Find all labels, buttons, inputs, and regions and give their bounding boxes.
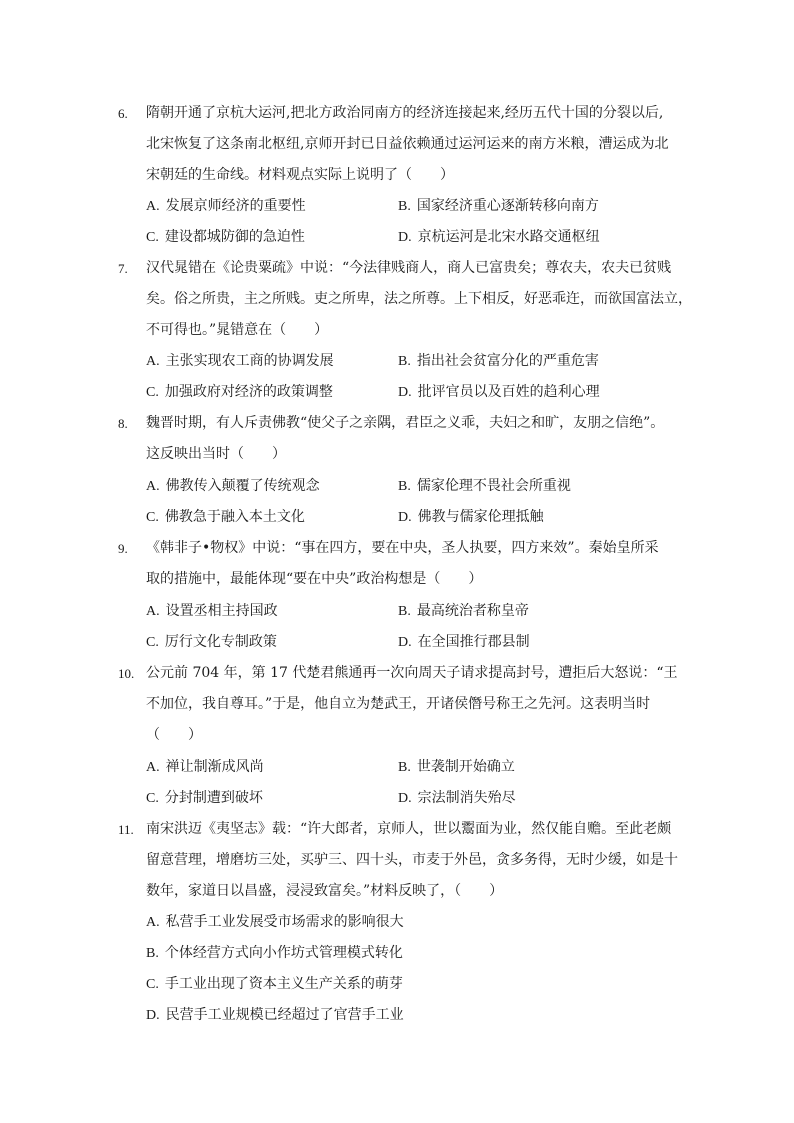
option-text: 最高统治者称皇帝 bbox=[416, 603, 529, 619]
stem-line: 《韩非子•物权》中说：“事在四方，要在中央，圣人执要，四方来效”。秦始皇所采 bbox=[146, 540, 659, 556]
option-letter: C. bbox=[146, 510, 159, 525]
option-row bbox=[146, 222, 678, 253]
option-b[interactable] bbox=[146, 938, 403, 969]
option-text: 厉行文化专制政策 bbox=[164, 634, 277, 650]
question-stem bbox=[146, 814, 678, 907]
stem-line: 隋朝开通了京杭大运河,把北方政治同南方的经济连接起来,经历五代十国的分裂以后, bbox=[146, 105, 664, 121]
option-b[interactable] bbox=[398, 752, 515, 783]
option-letter: A. bbox=[146, 479, 160, 494]
option-row bbox=[146, 627, 678, 658]
option-c[interactable] bbox=[146, 783, 263, 814]
option-d[interactable] bbox=[398, 502, 544, 533]
option-letter: B. bbox=[398, 479, 411, 494]
option-a[interactable] bbox=[146, 346, 334, 377]
question-number: 9. bbox=[118, 541, 128, 556]
option-text: 私营手工业发展受市场需求的影响很大 bbox=[165, 914, 404, 930]
stem-line: 数年，家道日以昌盛，浸浸致富矣。”材料反映了，（ ） bbox=[146, 883, 504, 899]
option-letter: D. bbox=[398, 791, 412, 806]
option-text: 世袭制开始确立 bbox=[416, 759, 515, 775]
option-letter: B. bbox=[398, 760, 411, 775]
stem-line: 这反映出当时（ ） bbox=[146, 446, 286, 462]
stem-line: 北宋恢复了这条南北枢纽,京师开封已日益依赖通过运河运来的南方米粮，漕运成为北 bbox=[146, 136, 669, 152]
option-row bbox=[146, 596, 678, 627]
option-text: 禅让制渐成风尚 bbox=[165, 759, 264, 775]
option-c[interactable] bbox=[146, 502, 305, 533]
option-c[interactable] bbox=[146, 222, 305, 253]
option-letter: B. bbox=[398, 604, 411, 619]
option-c[interactable] bbox=[146, 377, 333, 408]
question-stem bbox=[146, 658, 678, 751]
option-letter: B. bbox=[398, 199, 411, 214]
option-letter: D. bbox=[398, 510, 412, 525]
option-text: 国家经济重心逐渐转移向南方 bbox=[416, 198, 599, 214]
question-stem bbox=[146, 408, 678, 470]
stem-line: 不加位，我自尊耳。”于是，他自立为楚武王，开诸侯僭号称王之先河。这表明当时 bbox=[146, 696, 651, 712]
option-b[interactable] bbox=[398, 191, 599, 222]
option-text: 佛教传入颠覆了传统观念 bbox=[165, 478, 320, 494]
question-stem bbox=[146, 253, 692, 346]
option-letter: A. bbox=[146, 760, 160, 775]
option-row bbox=[146, 346, 678, 377]
question-stem bbox=[146, 98, 678, 191]
question-stem bbox=[146, 533, 678, 595]
option-c[interactable] bbox=[146, 627, 277, 658]
option-row bbox=[146, 907, 678, 938]
question-number: 11. bbox=[118, 822, 134, 837]
option-b[interactable] bbox=[398, 596, 529, 627]
option-d[interactable] bbox=[398, 377, 600, 408]
option-letter: C. bbox=[146, 230, 159, 245]
option-b[interactable] bbox=[398, 346, 599, 377]
option-d[interactable] bbox=[398, 222, 600, 253]
option-text: 京杭运河是北宋水路交通枢纽 bbox=[417, 229, 600, 245]
question-number: 10. bbox=[118, 666, 135, 681]
option-b[interactable] bbox=[398, 471, 571, 502]
option-row bbox=[146, 752, 678, 783]
option-row bbox=[146, 471, 678, 502]
option-row bbox=[146, 969, 678, 1000]
option-text: 指出社会贫富分化的严重危害 bbox=[416, 353, 599, 369]
option-text: 主张实现农工商的协调发展 bbox=[165, 353, 334, 369]
option-letter: C. bbox=[146, 385, 159, 400]
stem-line: 矣。俗之所贵，主之所贱。吏之所卑，法之所尊。上下相反，好恶乖迕，而欲国富法立， bbox=[146, 291, 692, 307]
question-number: 7. bbox=[118, 261, 128, 276]
option-text: 民营手工业规模已经超过了官营手工业 bbox=[165, 1007, 404, 1023]
option-text: 分封制遭到破坏 bbox=[164, 790, 263, 806]
option-d[interactable] bbox=[146, 1000, 404, 1031]
question-number: 6. bbox=[118, 106, 128, 121]
option-letter: D. bbox=[398, 230, 412, 245]
option-text: 在全国推行郡县制 bbox=[417, 634, 530, 650]
option-letter: C. bbox=[146, 635, 159, 650]
option-c[interactable] bbox=[146, 969, 403, 1000]
option-letter: A. bbox=[146, 354, 160, 369]
option-letter: D. bbox=[146, 1008, 160, 1023]
stem-line: 取的措施中，最能体现“要在中央”政治构想是（ ） bbox=[146, 571, 483, 587]
option-a[interactable] bbox=[146, 907, 404, 938]
option-row bbox=[146, 1000, 678, 1031]
stem-line: 公元前 704 年，第 17 代楚君熊通再一次向周天子请求提高封号，遭拒后大怒说：“王 bbox=[146, 665, 678, 681]
option-text: 设置丞相主持国政 bbox=[165, 603, 278, 619]
option-text: 批评官员以及百姓的趋利心理 bbox=[417, 384, 600, 400]
option-letter: B. bbox=[146, 946, 159, 961]
stem-line: 宋朝廷的生命线。材料观点实际上说明了（ ） bbox=[146, 167, 454, 183]
option-a[interactable] bbox=[146, 752, 264, 783]
option-text: 佛教急于融入本土文化 bbox=[164, 509, 305, 525]
option-letter: C. bbox=[146, 977, 159, 992]
option-text: 加强政府对经济的政策调整 bbox=[164, 384, 333, 400]
option-row bbox=[146, 191, 678, 222]
stem-line: 留意营理，增磨坊三处，买驴三、四十头，市麦于外邑，贪多务得，无时少缓，如是十 bbox=[146, 852, 678, 868]
question-number: 8. bbox=[118, 416, 128, 431]
option-d[interactable] bbox=[398, 783, 516, 814]
option-d[interactable] bbox=[398, 627, 530, 658]
option-letter: A. bbox=[146, 199, 160, 214]
option-letter: B. bbox=[398, 354, 411, 369]
option-row bbox=[146, 377, 678, 408]
stem-line: 汉代晁错在《论贵粟疏》中说：“今法律贱商人，商人已富贵矣；尊农夫，农夫已贫贱 bbox=[146, 260, 672, 276]
stem-line: （ ） bbox=[146, 727, 202, 743]
option-row bbox=[146, 783, 678, 814]
option-letter: A. bbox=[146, 915, 160, 930]
option-letter: D. bbox=[398, 385, 412, 400]
option-text: 儒家伦理不畏社会所重视 bbox=[416, 478, 571, 494]
option-row bbox=[146, 938, 678, 969]
option-a[interactable] bbox=[146, 596, 278, 627]
option-text: 手工业出现了资本主义生产关系的萌芽 bbox=[164, 976, 403, 992]
option-letter: C. bbox=[146, 791, 159, 806]
stem-line: 南宋洪迈《夷坚志》载：“许大郎者，京师人，世以鬻面为业，然仅能自赡。至此老颇 bbox=[146, 821, 672, 837]
option-row bbox=[146, 502, 678, 533]
option-letter: D. bbox=[398, 635, 412, 650]
stem-line: 魏晋时期，有人斥责佛教“使父子之亲隅，君臣之义乖，夫妇之和旷，友朋之信绝”。 bbox=[146, 415, 665, 431]
option-text: 宗法制消失殆尽 bbox=[417, 790, 516, 806]
stem-line: 不可得也。”晁错意在（ ） bbox=[146, 322, 329, 338]
option-text: 建设都城防御的急迫性 bbox=[164, 229, 305, 245]
option-letter: A. bbox=[146, 604, 160, 619]
option-a[interactable] bbox=[146, 191, 306, 222]
option-text: 佛教与儒家伦理抵触 bbox=[417, 509, 544, 525]
option-a[interactable] bbox=[146, 471, 320, 502]
option-text: 发展京师经济的重要性 bbox=[165, 198, 306, 214]
option-text: 个体经营方式向小作坊式管理模式转化 bbox=[164, 945, 403, 961]
